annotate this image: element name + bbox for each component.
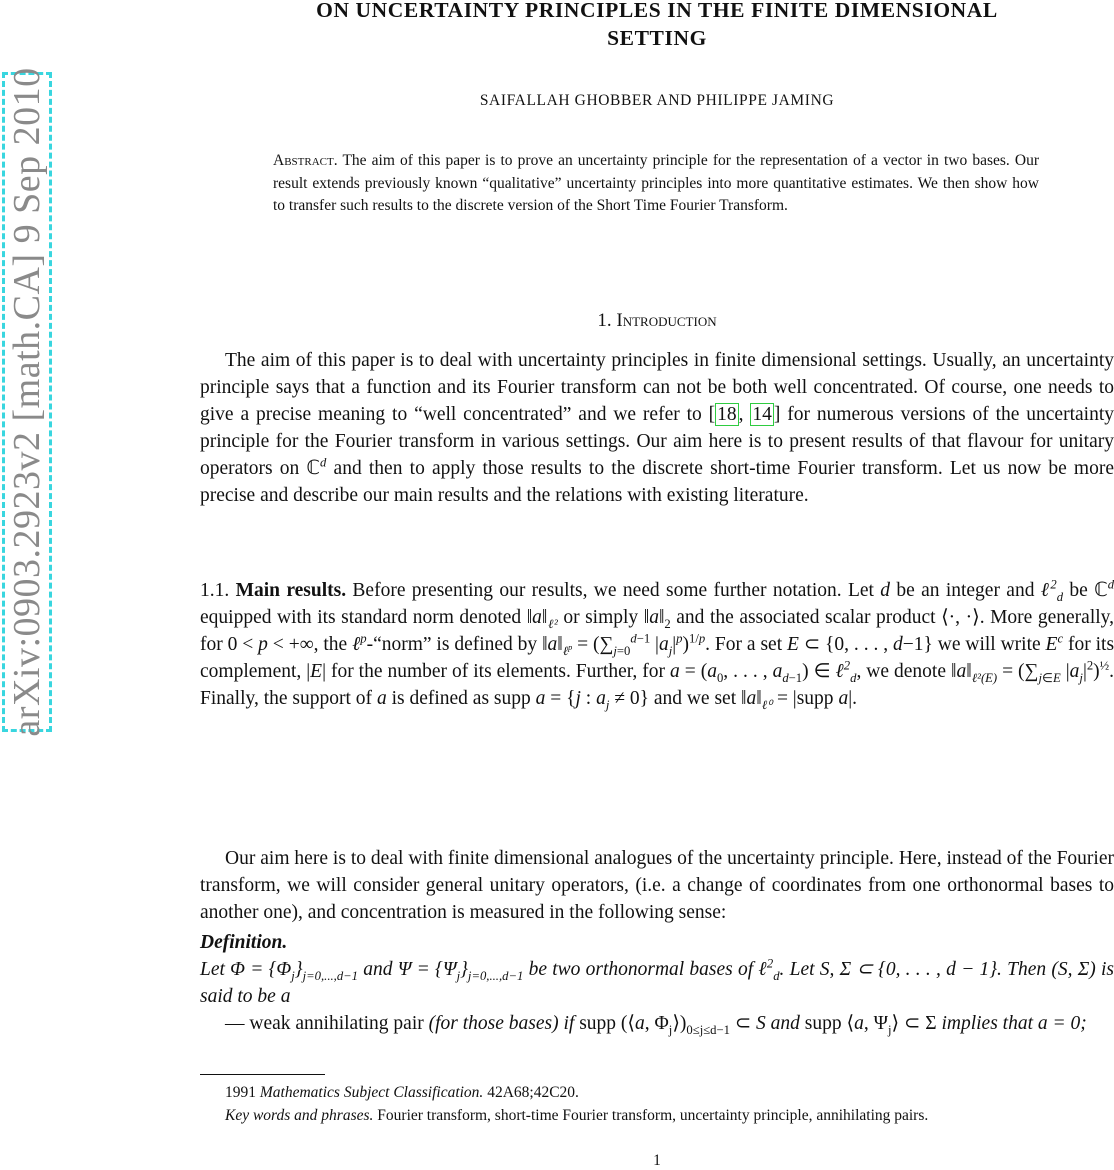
paper-authors: SAIFALLAH GHOBBER AND PHILIPPE JAMING bbox=[479, 92, 835, 109]
text-run: is said to be a bbox=[200, 959, 1114, 1007]
text-run: for its complement, bbox=[200, 634, 1114, 682]
keywords-label: Key words and phrases. bbox=[225, 1107, 374, 1124]
msc-codes: 42A68;42C20. bbox=[487, 1084, 579, 1101]
footnote-keywords bbox=[200, 1105, 1114, 1127]
paragraph-2: Our aim here is to deal with finite dimensional analogues of the uncertainty principle. Here, instead of the Fourier transform, we will consider general unitary operators, (i.e. a change of coordinates from one orthonormal bases to another one), and concentration is measured in the following sense: bbox=[200, 848, 1114, 923]
footnote-msc bbox=[200, 1082, 1114, 1104]
text-run: and bbox=[363, 959, 393, 980]
section-number: 1. bbox=[597, 310, 612, 331]
text-run: be two orthonormal bases of bbox=[528, 959, 754, 980]
definition-heading: Definition. bbox=[200, 932, 288, 953]
paper-title bbox=[200, 0, 1114, 52]
text-run: . Finally, the support of bbox=[200, 661, 1114, 709]
intro-text-3: and then to apply those results to the discrete short-time Fourier transform. Let us now be more precise and describe our main results and the relations with existing literature. bbox=[200, 458, 1114, 506]
arxiv-stamp bbox=[2, 67, 52, 737]
definition-block: Definition. Let $\Phi = \{\Phi_j\}_{j=0,...,d-1}$ and $\Psi = \{\Psi_j\}_{j=0,...,d-1}$ be two orthonormal bases of ℓ$^2_d$. Let S, Σ ⊂ {0, . . . , d − 1}. Then (S, Σ) is said to be a — weak annihilating pair (for those bases) if supp (⟨a, $\Phi_j⟩)_{0\le j\le d-1}$ ⊂ S and supp ⟨a, $\Psi_j⟩$ ⊂ Σ implies that a = 0; bbox=[200, 932, 1114, 1037]
section-title: Introduction bbox=[616, 310, 717, 331]
text-run: . More generally, for bbox=[200, 607, 1114, 655]
text-run: Let bbox=[200, 959, 225, 980]
intro-paragraph: The aim of this paper is to deal with uncertainty principles in finite dimensional settings. Usually, an uncertainty principle says that a function and its Fourier transform can not be both well concentrated. Of course, one needs to give a precise meaning to “well concentrated” and we refer to [ 18 , 14 ] for numerous versions of the uncertainty principle for the Fourier transform in various settings. Our aim here is to present results of that flavour for unitary operators on ℂ$^d$ and then to apply those results to the discrete short-time Fourier transform. Let us now be more precise and describe our main results and the relations with existing literature. bbox=[200, 350, 1114, 506]
abstract-text: The aim of this paper is to prove an uncertainty principle for the representation of a vector in two bases. Our result extends previously known “qualitative” uncertainty principles into more quantitative estimates. We then show how to transfer such results to the discrete version of the Short Time Fourier Transform. bbox=[273, 152, 1039, 215]
msc-label: Mathematics Subject Classification. bbox=[259, 1084, 484, 1101]
arxiv-identifier: arXiv:0903.2923v2 [math.CA] 9 Sep 2010 bbox=[6, 67, 48, 737]
text-run: (for those bases) if bbox=[428, 1013, 575, 1034]
text-run: Before presenting our results, we need some further notation. Let bbox=[352, 580, 874, 601]
main-results-paragraph: 1.1. Main results. Before presenting our results, we need some further notation. Let d be an integer and ℓ$^2_d$ be ℂ$^d$ equipped with its standard norm denoted $‖a‖_{\ell^2}$ or simply $‖a‖_2$ and the associated scalar product ⟨·, ·⟩. More generally, for 0 < p < +∞, the ℓ$^p$-“norm” is defined by $‖a‖_{\ell^p} = (\sum_{j=0}^{d-1}$ $|a_j|^p)^{1/p}$. For a set E ⊂ {0, . . . , d−1} we will write $E^c$ for its complement, |E| for the number of its elements. Further, for $a = (a_0$, . . . , $a_{d-1}$) ∈ ℓ$^2_d$, we denote $‖a‖_{\ell^2(E)} = (\sum_{j\in E}$ $|a_j|^2)^{\frac{1}{2}}$. Finally, the support of a is defined as supp a = {j : $a_j \ne 0$} and we set $‖a‖_{\ell^0}$ = |supp a|. bbox=[200, 577, 1114, 712]
text-run: is defined as bbox=[391, 688, 490, 709]
text-run: . Let bbox=[779, 959, 815, 980]
abstract bbox=[273, 150, 1039, 218]
text-run: or simply bbox=[563, 607, 639, 628]
keywords-text: Fourier transform, short-time Fourier transform, uncertainty principle, annihilating pairs. bbox=[377, 1107, 929, 1124]
intro-text-2: for numerous versions of the uncertainty principle for the Fourier transform in various settings. Our aim here is to present results of that flavour for unitary operators on bbox=[200, 404, 1114, 479]
text-run: , the bbox=[313, 634, 348, 655]
page-number: 1 bbox=[653, 1152, 661, 1169]
subsection-title: Main results. bbox=[235, 580, 347, 601]
text-run: we will write bbox=[937, 634, 1041, 655]
text-run: and we set bbox=[653, 688, 737, 709]
abstract-label: Abstract. bbox=[273, 152, 338, 169]
text-run: be an integer and bbox=[896, 580, 1035, 601]
title-line-1: ON UNCERTAINTY PRINCIPLES IN THE FINITE DIMENSIONAL bbox=[316, 0, 998, 22]
section-heading bbox=[200, 310, 1114, 332]
text-run: . Then bbox=[997, 959, 1047, 980]
text-run: and the associated scalar product bbox=[676, 607, 936, 628]
citation-link[interactable]: 14 bbox=[752, 404, 772, 425]
definition-term: — weak annihilating pair bbox=[225, 1013, 424, 1034]
title-line-2: SETTING bbox=[607, 26, 707, 50]
text-run: equipped with its standard norm denoted bbox=[200, 607, 522, 628]
citation-link[interactable]: 18 bbox=[717, 404, 737, 425]
text-run: be bbox=[1069, 580, 1088, 601]
footnote-rule bbox=[200, 1074, 325, 1075]
text-run: for the number of its elements. Further, for bbox=[330, 661, 666, 682]
intro-text-1: The aim of this paper is to deal with uncertainty principles in finite dimensional settings. Usually, an uncertainty principle says that a function and its Fourier transform can not be both well concentrated. Of course, one needs to give a precise meaning to “well concentrated” and we refer to bbox=[200, 350, 1114, 425]
text-run: . For a set bbox=[705, 634, 783, 655]
subsection-number: 1.1. bbox=[200, 580, 230, 601]
text-run: “norm” is defined by bbox=[373, 634, 538, 655]
text-run: and bbox=[770, 1013, 800, 1034]
text-run: implies that bbox=[941, 1013, 1034, 1034]
msc-year: 1991 bbox=[225, 1084, 256, 1101]
text-run: , we denote bbox=[856, 661, 946, 682]
